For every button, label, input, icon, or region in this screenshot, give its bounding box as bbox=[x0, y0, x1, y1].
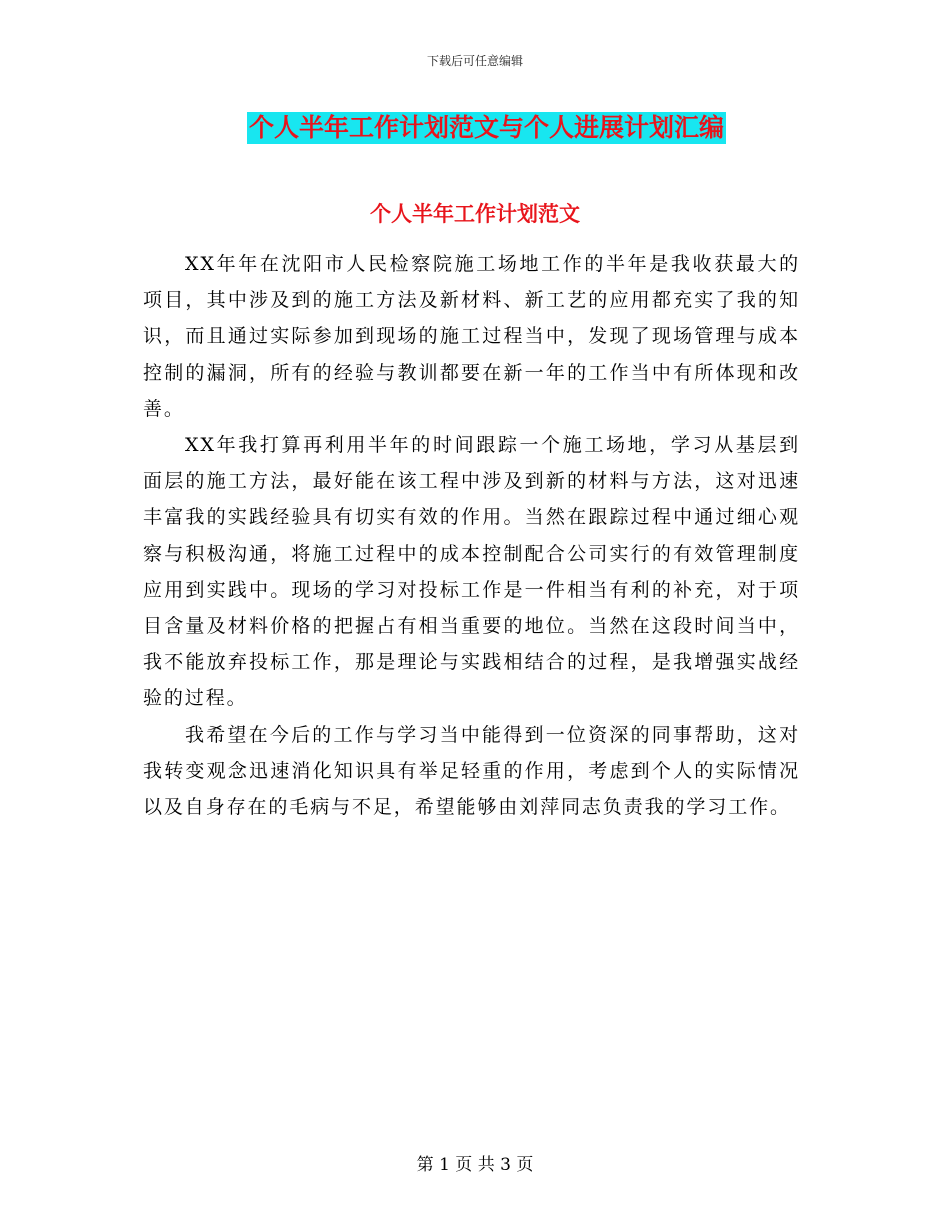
paragraph-2: XX年我打算再利用半年的时间跟踪一个施工场地，学习从基层到面层的施工方法，最好能在该工程中涉及到新的材料与方法，这对迅速丰富我的实践经验具有切实有效的作用。当然在跟踪过程中通过细心观察与积极沟通，将施工过程中的成本控制配合公司实行的有效管理制度应用到实践中。现场的学习对投标工作是一件相当有利的补充，对于项目含量及材料价格的把握占有相当重要的地位。当然在这段时间当中，我不能放弃投标工作，那是理论与实践相结合的过程，是我增强实战经验的过程。 bbox=[143, 434, 800, 710]
body-text bbox=[143, 246, 800, 825]
header-note: 下载后可任意编辑 bbox=[426, 54, 523, 68]
document-title: 个人半年工作计划范文与个人进展计划汇编 bbox=[249, 113, 725, 142]
paragraph-1: XX年年在沈阳市人民检察院施工场地工作的半年是我收获最大的项目，其中涉及到的施工方法及新材料、新工艺的应用都充实了我的知识，而且通过实际参加到现场的施工过程当中，发现了现场管理与成本控制的漏洞，所有的经验与教训都要在新一年的工作当中有所体现和改善。 bbox=[143, 253, 800, 420]
page-number: 第 1 页 共 3 页 bbox=[416, 1155, 534, 1175]
section-title: 个人半年工作计划范文 bbox=[370, 201, 580, 226]
paragraph-3: 我希望在今后的工作与学习当中能得到一位资深的同事帮助，这对我转变观念迅速消化知识具有举足轻重的作用，考虑到个人的实际情况以及自身存在的毛病与不足，希望能够由刘萍同志负责我的学习工作。 bbox=[143, 723, 800, 819]
